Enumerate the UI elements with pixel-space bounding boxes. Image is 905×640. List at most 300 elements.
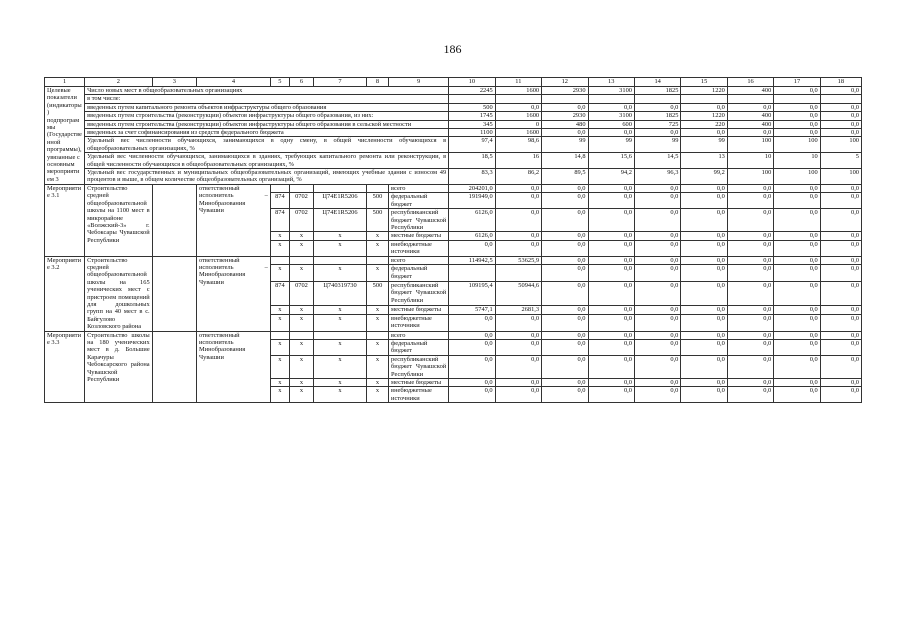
funding-source: местные бюджеты	[389, 306, 449, 315]
indicator-value: 100	[820, 137, 861, 153]
funding-value: 0,0	[727, 265, 773, 282]
indicator-value: 0,0	[634, 129, 680, 137]
indicator-text: Удельный вес государственных и муниципальных общеобразовательных организаций, имеющих учебные здания с износом 49 процентов и выше, в общем количестве общеобразовательных организаций, %	[85, 169, 449, 185]
funding-value: 0,0	[681, 281, 727, 305]
target-article-code: x	[314, 265, 367, 282]
indicator-value: 96,3	[634, 169, 680, 185]
header-cell: 7	[314, 78, 367, 87]
target-article-code: x	[314, 306, 367, 315]
funding-value: 191949,0	[449, 193, 495, 209]
grbs-code: x	[270, 265, 289, 282]
indicator-value: 1220	[681, 112, 727, 120]
funding-value: 0,0	[774, 240, 820, 256]
target-article-code: x	[314, 340, 367, 356]
indicator-value: 0,0	[542, 103, 588, 111]
indicator-value	[774, 95, 820, 103]
indicator-value: 100	[727, 137, 773, 153]
funding-value: 0,0	[588, 209, 634, 232]
funding-value: 0,0	[495, 184, 541, 192]
funding-value: 0,0	[820, 256, 861, 265]
measure-row	[45, 331, 862, 339]
indicator-value: 5	[820, 153, 861, 169]
funding-source: местные бюджеты	[389, 232, 449, 240]
funding-value: 204201,0	[449, 184, 495, 192]
funding-value: 2681,3	[495, 306, 541, 315]
funding-value: 0,0	[495, 240, 541, 256]
indicator-value: 0,0	[774, 87, 820, 95]
funding-value: 0,0	[634, 355, 680, 378]
funding-value: 0,0	[588, 340, 634, 356]
target-article-code: Ц740319730	[314, 281, 367, 305]
indicator-value: 0,0	[820, 87, 861, 95]
indicator-value	[588, 95, 634, 103]
expense-type-code: x	[366, 306, 388, 315]
target-article-code	[314, 331, 367, 339]
funding-value: 0,0	[820, 331, 861, 339]
section-code: 0702	[289, 209, 313, 232]
funding-value: 0,0	[449, 355, 495, 378]
funding-value: 0,0	[774, 387, 820, 403]
funding-value: 0,0	[634, 240, 680, 256]
measure-row	[45, 256, 862, 265]
indicator-value: 86,2	[495, 169, 541, 185]
funding-value: 0,0	[634, 340, 680, 356]
funding-value: 0,0	[681, 331, 727, 339]
funding-value: 0,0	[588, 281, 634, 305]
indicator-value: 89,5	[542, 169, 588, 185]
header-cell: 17	[774, 78, 820, 87]
expense-type-code: x	[366, 355, 388, 378]
funding-value: 0,0	[820, 355, 861, 378]
funding-value: 0,0	[634, 209, 680, 232]
measure-label: Мероприятие 3.1	[45, 184, 85, 256]
indicator-value: 1600	[495, 112, 541, 120]
funding-value: 0,0	[449, 331, 495, 339]
funding-value: 0,0	[542, 340, 588, 356]
indicator-value: 0,0	[820, 103, 861, 111]
funding-value: 0,0	[495, 340, 541, 356]
section-code	[289, 331, 313, 339]
funding-value: 0,0	[634, 379, 680, 387]
indicator-value: 99,2	[681, 169, 727, 185]
funding-source: республиканский бюджет Чувашской Республики	[389, 281, 449, 305]
indicator-value: 0,0	[634, 103, 680, 111]
funding-value: 0,0	[588, 331, 634, 339]
funding-value: 0,0	[727, 355, 773, 378]
funding-value: 0,0	[588, 315, 634, 332]
funding-value: 0,0	[681, 355, 727, 378]
indicator-row	[45, 112, 862, 120]
measure-name: Строительство средней общеобразовательной школы на 1100 мест в микрорайоне «Волжский-3» г. Чебоксары Чувашской Республики	[85, 184, 153, 256]
indicator-value: 0,0	[774, 120, 820, 128]
funding-value: 0,0	[588, 232, 634, 240]
funding-value: 0,0	[634, 232, 680, 240]
funding-value: 0,0	[727, 315, 773, 332]
indicator-value	[681, 95, 727, 103]
funding-value: 0,0	[774, 379, 820, 387]
indicator-value: 99	[634, 137, 680, 153]
funding-value: 0,0	[774, 340, 820, 356]
header-cell: 11	[495, 78, 541, 87]
funding-value: 114942,5	[449, 256, 495, 265]
target-article-code: x	[314, 240, 367, 256]
indicator-value: 400	[727, 87, 773, 95]
funding-value: 0,0	[542, 265, 588, 282]
funding-value: 0,0	[495, 209, 541, 232]
indicator-value: 220	[681, 120, 727, 128]
section-code	[289, 184, 313, 192]
funding-value: 0,0	[495, 315, 541, 332]
funding-source: внебюджетные источники	[389, 387, 449, 403]
indicator-value: 0,0	[820, 129, 861, 137]
indicator-row	[45, 95, 862, 103]
indicator-value: 99	[588, 137, 634, 153]
expense-type-code	[366, 331, 388, 339]
funding-value: 0,0	[542, 240, 588, 256]
target-article-code: x	[314, 315, 367, 332]
expense-type-code: x	[366, 387, 388, 403]
section-code: x	[289, 355, 313, 378]
indicator-value: 14,5	[634, 153, 680, 169]
indicator-value: 3100	[588, 112, 634, 120]
section-code: 0702	[289, 193, 313, 209]
indicator-value: 400	[727, 120, 773, 128]
funding-value: 0,0	[588, 256, 634, 265]
indicator-value: 10	[727, 153, 773, 169]
indicator-value	[820, 95, 861, 103]
indicator-text: Число новых мест в общеобразовательных организациях	[85, 87, 449, 95]
funding-value: 0,0	[774, 209, 820, 232]
funding-value: 0,0	[774, 184, 820, 192]
funding-source: федеральный бюджет	[389, 340, 449, 356]
expense-type-code	[366, 184, 388, 192]
page-number: 186	[443, 42, 462, 56]
indicator-value: 2930	[542, 87, 588, 95]
grbs-code: x	[270, 315, 289, 332]
funding-value: 0,0	[542, 281, 588, 305]
section-code	[289, 256, 313, 265]
funding-value: 0,0	[588, 265, 634, 282]
indicator-value: 100	[727, 169, 773, 185]
section-code: x	[289, 240, 313, 256]
funding-value: 0,0	[774, 315, 820, 332]
measure-name: Строительство средней общеобразовательной школы на 165 ученических мест с пристроем помещений для дошкольных групп на 40 мест в с. Байгулово Козловского района	[85, 256, 153, 331]
indicator-value: 99	[542, 137, 588, 153]
funding-value: 0,0	[727, 331, 773, 339]
grbs-code: x	[270, 306, 289, 315]
header-cell: 3	[152, 78, 196, 87]
grbs-code: 874	[270, 281, 289, 305]
measure-row	[45, 184, 862, 192]
funding-value: 0,0	[681, 387, 727, 403]
funding-value: 0,0	[542, 331, 588, 339]
expense-type-code: x	[366, 315, 388, 332]
indicator-value: 0,0	[542, 129, 588, 137]
funding-value: 0,0	[634, 281, 680, 305]
funding-value: 0,0	[449, 379, 495, 387]
funding-value: 0,0	[727, 184, 773, 192]
empty-cell	[152, 256, 196, 331]
funding-value: 0,0	[774, 281, 820, 305]
indicator-value: 0,0	[727, 103, 773, 111]
funding-value: 0,0	[588, 355, 634, 378]
indicator-value: 98,6	[495, 137, 541, 153]
grbs-code: x	[270, 379, 289, 387]
funding-value: 0,0	[542, 184, 588, 192]
indicator-text: введенных путем капитального ремонта объектов инфраструктуры общего образования	[85, 103, 449, 111]
funding-value: 0,0	[495, 387, 541, 403]
indicator-value: 2930	[542, 112, 588, 120]
funding-value: 0,0	[542, 306, 588, 315]
header-cell: 16	[727, 78, 773, 87]
funding-value: 0,0	[449, 315, 495, 332]
funding-value: 0,0	[681, 232, 727, 240]
section-code: x	[289, 265, 313, 282]
grbs-code: x	[270, 387, 289, 403]
funding-value: 0,0	[681, 209, 727, 232]
indicator-value	[727, 95, 773, 103]
header-cell: 10	[449, 78, 495, 87]
funding-value: 0,0	[727, 240, 773, 256]
indicator-value: 0,0	[588, 103, 634, 111]
funding-value: 0,0	[820, 281, 861, 305]
funding-value: 0,0	[820, 184, 861, 192]
indicator-value: 600	[588, 120, 634, 128]
indicator-row	[45, 153, 862, 169]
funding-value: 0,0	[681, 256, 727, 265]
indicator-row	[45, 137, 862, 153]
funding-value: 0,0	[542, 209, 588, 232]
indicator-value: 1600	[495, 129, 541, 137]
measure-name: Строительство школы на 180 ученических мест в д. Большие Карачуры Чебоксарского района Чувашской Республики	[85, 331, 153, 403]
funding-value: 0,0	[495, 331, 541, 339]
section-code: x	[289, 379, 313, 387]
funding-value: 0,0	[820, 265, 861, 282]
funding-value: 0,0	[681, 265, 727, 282]
indicator-value: 500	[449, 103, 495, 111]
indicator-value: 16	[495, 153, 541, 169]
program-table	[44, 77, 862, 403]
funding-value: 0,0	[820, 193, 861, 209]
funding-source: внебюджетные источники	[389, 315, 449, 332]
indicator-value	[495, 95, 541, 103]
funding-value: 0,0	[449, 340, 495, 356]
indicator-value: 0,0	[774, 103, 820, 111]
section-code: x	[289, 315, 313, 332]
measure-label: Мероприятие 3.3	[45, 331, 85, 403]
funding-source: всего	[389, 184, 449, 192]
funding-value: 0,0	[542, 315, 588, 332]
indicator-value: 0,0	[681, 103, 727, 111]
measure-executor: ответственный исполнитель – Минобразования Чувашии	[196, 256, 270, 331]
target-article-code: Ц74Е1R5206	[314, 193, 367, 209]
empty-cell	[152, 184, 196, 256]
funding-value: 0,0	[774, 306, 820, 315]
expense-type-code: 500	[366, 209, 388, 232]
funding-value: 0,0	[588, 184, 634, 192]
funding-value: 0,0	[727, 256, 773, 265]
funding-value: 0,0	[774, 355, 820, 378]
funding-value	[495, 265, 541, 282]
funding-value: 5747,1	[449, 306, 495, 315]
funding-value: 0,0	[681, 306, 727, 315]
funding-value: 0,0	[634, 331, 680, 339]
funding-value: 0,0	[634, 256, 680, 265]
section-code: 0702	[289, 281, 313, 305]
funding-source: федеральный бюджет	[389, 193, 449, 209]
funding-value: 53625,9	[495, 256, 541, 265]
funding-value: 0,0	[774, 265, 820, 282]
indicator-value: 3100	[588, 87, 634, 95]
indicator-value: 15,6	[588, 153, 634, 169]
indicator-value: 0,0	[774, 129, 820, 137]
target-article-code: x	[314, 379, 367, 387]
header-cell: 6	[289, 78, 313, 87]
indicator-value: 100	[820, 169, 861, 185]
funding-source: федеральный бюджет	[389, 265, 449, 282]
empty-cell	[152, 331, 196, 403]
funding-value: 0,0	[681, 315, 727, 332]
funding-value: 0,0	[449, 240, 495, 256]
target-article-code: x	[314, 232, 367, 240]
funding-value: 0,0	[820, 232, 861, 240]
funding-value: 0,0	[820, 340, 861, 356]
indicator-value: 0	[495, 120, 541, 128]
grbs-code: x	[270, 240, 289, 256]
funding-value: 0,0	[820, 387, 861, 403]
indicator-text: введенных путем строительства (реконструкции) объектов инфраструктуры общего образования, из них:	[85, 112, 449, 120]
funding-source: внебюджетные источники	[389, 240, 449, 256]
indicator-value: 725	[634, 120, 680, 128]
header-row	[45, 78, 862, 87]
funding-value: 0,0	[542, 193, 588, 209]
header-cell: 15	[681, 78, 727, 87]
indicator-value: 400	[727, 112, 773, 120]
grbs-code: x	[270, 232, 289, 240]
indicator-value: 1600	[495, 87, 541, 95]
funding-value: 0,0	[588, 306, 634, 315]
funding-value: 0,0	[588, 193, 634, 209]
header-cell: 2	[85, 78, 153, 87]
indicator-text: Удельный вес численности обучающихся, занимающихся в зданиях, требующих капитального ремонта или реконструкции, в общей численности обучающихся в общеобразовательных организациях, %	[85, 153, 449, 169]
funding-value: 0,0	[727, 340, 773, 356]
funding-value: 0,0	[820, 379, 861, 387]
funding-value: 0,0	[634, 315, 680, 332]
indicator-value: 1220	[681, 87, 727, 95]
indicator-value: 0,0	[681, 129, 727, 137]
funding-value: 0,0	[634, 387, 680, 403]
funding-value: 0,0	[634, 184, 680, 192]
target-article-code	[314, 184, 367, 192]
grbs-code: x	[270, 340, 289, 356]
funding-value: 0,0	[774, 193, 820, 209]
funding-value: 0,0	[727, 209, 773, 232]
indicator-value: 480	[542, 120, 588, 128]
funding-value: 0,0	[542, 387, 588, 403]
funding-source: всего	[389, 256, 449, 265]
grbs-code: 874	[270, 193, 289, 209]
indicator-value	[449, 95, 495, 103]
section-code: x	[289, 232, 313, 240]
funding-value: 0,0	[727, 232, 773, 240]
funding-value: 6126,0	[449, 232, 495, 240]
indicator-value: 1825	[634, 112, 680, 120]
measure-executor: ответственный исполнитель – Минобразования Чувашии	[196, 184, 270, 256]
indicator-text: Удельный вес численности обучающихся, занимающихся в одну смену, в общей численности обучающихся в общеобразовательных организациях, %	[85, 137, 449, 153]
funding-value: 0,0	[495, 193, 541, 209]
indicator-value: 100	[774, 169, 820, 185]
indicator-text: введенных за счет софинансирования из средств федерального бюджета	[85, 129, 449, 137]
funding-value: 0,0	[634, 265, 680, 282]
funding-value: 50944,6	[495, 281, 541, 305]
indicator-value: 13	[681, 153, 727, 169]
header-cell: 8	[366, 78, 388, 87]
funding-value: 0,0	[634, 193, 680, 209]
funding-value: 0,0	[542, 355, 588, 378]
indicator-value: 0,0	[774, 112, 820, 120]
header-cell: 18	[820, 78, 861, 87]
funding-value: 0,0	[727, 379, 773, 387]
funding-value: 0,0	[727, 306, 773, 315]
target-article-code	[314, 256, 367, 265]
indicator-value: 0,0	[727, 129, 773, 137]
funding-value: 0,0	[727, 387, 773, 403]
indicator-value	[542, 95, 588, 103]
funding-source: республиканский бюджет Чувашской Республики	[389, 355, 449, 378]
indicator-value: 1745	[449, 112, 495, 120]
header-cell: 5	[270, 78, 289, 87]
indicator-value: 0,0	[820, 112, 861, 120]
funding-value: 0,0	[588, 379, 634, 387]
indicator-value: 97,4	[449, 137, 495, 153]
funding-value: 0,0	[495, 232, 541, 240]
funding-value: 0,0	[542, 256, 588, 265]
indicator-value: 14,8	[542, 153, 588, 169]
indicator-value: 94,2	[588, 169, 634, 185]
measure-executor: ответственный исполнитель Минобразования Чувашии	[196, 331, 270, 403]
indicator-row	[45, 120, 862, 128]
indicator-row	[45, 169, 862, 185]
indicator-row	[45, 87, 862, 95]
header-cell: 9	[389, 78, 449, 87]
indicator-value: 0,0	[495, 103, 541, 111]
expense-type-code: x	[366, 379, 388, 387]
funding-value: 0,0	[681, 379, 727, 387]
funding-source: республиканский бюджет Чувашской Республики	[389, 209, 449, 232]
indicator-value	[634, 95, 680, 103]
funding-value: 0,0	[774, 331, 820, 339]
grbs-code	[270, 184, 289, 192]
indicator-value: 0,0	[820, 120, 861, 128]
grbs-code: x	[270, 355, 289, 378]
indicator-value: 83,3	[449, 169, 495, 185]
funding-value: 0,0	[542, 379, 588, 387]
funding-value: 0,0	[727, 193, 773, 209]
header-cell: 14	[634, 78, 680, 87]
target-article-code: x	[314, 387, 367, 403]
grbs-code	[270, 331, 289, 339]
expense-type-code: x	[366, 240, 388, 256]
measure-label: Мероприятие 3.2	[45, 256, 85, 331]
funding-value: 0,0	[634, 306, 680, 315]
funding-source: местные бюджеты	[389, 379, 449, 387]
indicator-row	[45, 103, 862, 111]
funding-value: 0,0	[820, 306, 861, 315]
section-code: x	[289, 340, 313, 356]
funding-value: 109195,4	[449, 281, 495, 305]
header-cell: 12	[542, 78, 588, 87]
funding-value: 0,0	[820, 315, 861, 332]
